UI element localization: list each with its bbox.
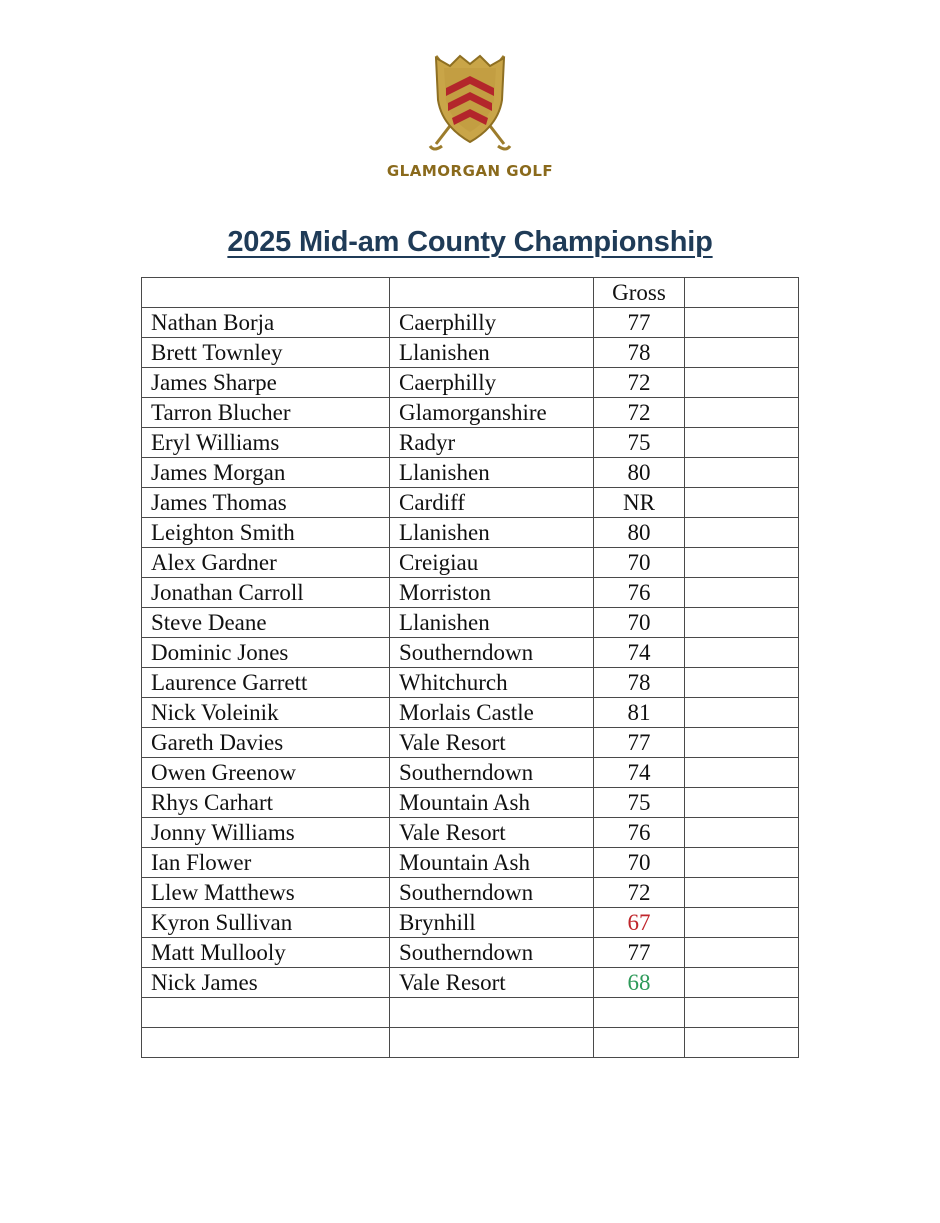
gross-score-cell: [594, 1028, 685, 1058]
player-name-cell: Jonathan Carroll: [142, 578, 390, 608]
club-name-cell: Morriston: [390, 578, 594, 608]
empty-cell: [685, 878, 799, 908]
header-cell-gross: Gross: [594, 278, 685, 308]
empty-cell: [685, 428, 799, 458]
club-name-cell: Southerndown: [390, 638, 594, 668]
table-row: [142, 638, 799, 668]
player-name-cell: [142, 1028, 390, 1058]
player-name-cell: Kyron Sullivan: [142, 908, 390, 938]
empty-cell: [685, 608, 799, 638]
club-name-cell: Mountain Ash: [390, 788, 594, 818]
table-row: [142, 938, 799, 968]
table-row: [142, 608, 799, 638]
club-name-cell: [390, 998, 594, 1028]
player-name-cell: Brett Townley: [142, 338, 390, 368]
gross-score-cell: 74: [594, 638, 685, 668]
player-name-cell: [142, 998, 390, 1028]
gross-score-cell: 80: [594, 458, 685, 488]
club-name-cell: [390, 1028, 594, 1058]
empty-cell: [685, 638, 799, 668]
table-row: [142, 758, 799, 788]
club-name-cell: Caerphilly: [390, 308, 594, 338]
club-name-cell: Radyr: [390, 428, 594, 458]
gross-score-cell: 68: [594, 968, 685, 998]
empty-cell: [685, 578, 799, 608]
gross-score-cell: 70: [594, 608, 685, 638]
table-row: [142, 308, 799, 338]
empty-cell: [685, 818, 799, 848]
club-name-cell: Vale Resort: [390, 728, 594, 758]
results-table: [141, 277, 799, 1058]
club-name-cell: Mountain Ash: [390, 848, 594, 878]
player-name-cell: Owen Greenow: [142, 758, 390, 788]
empty-cell: [685, 758, 799, 788]
table-row: [142, 578, 799, 608]
table-row: [142, 368, 799, 398]
player-name-cell: Ian Flower: [142, 848, 390, 878]
gross-score-cell: 76: [594, 818, 685, 848]
empty-cell: [685, 1028, 799, 1058]
table-row: [142, 788, 799, 818]
club-name-cell: Glamorganshire: [390, 398, 594, 428]
empty-cell: [685, 938, 799, 968]
player-name-cell: Matt Mullooly: [142, 938, 390, 968]
player-name-cell: Nathan Borja: [142, 308, 390, 338]
table-row: [142, 458, 799, 488]
logo-text: GLAMORGAN GOLF: [386, 162, 554, 180]
player-name-cell: James Thomas: [142, 488, 390, 518]
club-name-cell: Vale Resort: [390, 968, 594, 998]
table-row: [142, 968, 799, 998]
club-name-cell: Llanishen: [390, 338, 594, 368]
empty-cell: [685, 488, 799, 518]
player-name-cell: Eryl Williams: [142, 428, 390, 458]
club-name-cell: Llanishen: [390, 608, 594, 638]
table-row: [142, 548, 799, 578]
table-row: [142, 488, 799, 518]
gross-score-cell: 74: [594, 758, 685, 788]
gross-score-cell: 70: [594, 548, 685, 578]
gross-score-cell: 78: [594, 668, 685, 698]
player-name-cell: Alex Gardner: [142, 548, 390, 578]
header-cell-extra: [685, 278, 799, 308]
club-name-cell: Cardiff: [390, 488, 594, 518]
club-name-cell: Whitchurch: [390, 668, 594, 698]
gross-score-cell: 77: [594, 728, 685, 758]
glamorgan-golf-logo: [380, 48, 560, 188]
club-name-cell: Vale Resort: [390, 818, 594, 848]
gross-score-cell: 72: [594, 878, 685, 908]
empty-cell: [685, 458, 799, 488]
empty-cell: [685, 338, 799, 368]
table-row: [142, 428, 799, 458]
club-name-cell: Llanishen: [390, 518, 594, 548]
player-name-cell: Laurence Garrett: [142, 668, 390, 698]
gross-score-cell: 80: [594, 518, 685, 548]
empty-cell: [685, 368, 799, 398]
empty-cell: [685, 998, 799, 1028]
club-name-cell: Caerphilly: [390, 368, 594, 398]
shield-crest-icon: [426, 48, 514, 156]
empty-cell: [685, 518, 799, 548]
gross-score-cell: 81: [594, 698, 685, 728]
empty-cell: [685, 968, 799, 998]
player-name-cell: Rhys Carhart: [142, 788, 390, 818]
gross-score-cell: NR: [594, 488, 685, 518]
table-row: [142, 338, 799, 368]
player-name-cell: Tarron Blucher: [142, 398, 390, 428]
table-row: [142, 878, 799, 908]
table-row: [142, 908, 799, 938]
player-name-cell: James Morgan: [142, 458, 390, 488]
gross-score-cell: 78: [594, 338, 685, 368]
player-name-cell: Leighton Smith: [142, 518, 390, 548]
empty-cell: [685, 788, 799, 818]
club-name-cell: Llanishen: [390, 458, 594, 488]
gross-score-cell: 70: [594, 848, 685, 878]
table-row: [142, 1028, 799, 1058]
player-name-cell: Llew Matthews: [142, 878, 390, 908]
club-name-cell: Brynhill: [390, 908, 594, 938]
club-name-cell: Southerndown: [390, 938, 594, 968]
gross-score-cell: 77: [594, 938, 685, 968]
empty-cell: [685, 698, 799, 728]
header-cell-club: [390, 278, 594, 308]
table-row: [142, 518, 799, 548]
gross-score-cell: 76: [594, 578, 685, 608]
club-name-cell: Creigiau: [390, 548, 594, 578]
player-name-cell: James Sharpe: [142, 368, 390, 398]
empty-cell: [685, 548, 799, 578]
table-row: [142, 848, 799, 878]
table-row: [142, 668, 799, 698]
gross-score-cell: 67: [594, 908, 685, 938]
page-title: 2025 Mid-am County Championship: [227, 226, 713, 258]
player-name-cell: Nick Voleinik: [142, 698, 390, 728]
gross-score-cell: 72: [594, 368, 685, 398]
header-cell-name: [142, 278, 390, 308]
table-row: [142, 398, 799, 428]
gross-score-cell: 75: [594, 428, 685, 458]
club-name-cell: Southerndown: [390, 758, 594, 788]
player-name-cell: Jonny Williams: [142, 818, 390, 848]
gross-score-cell: 75: [594, 788, 685, 818]
empty-cell: [685, 728, 799, 758]
empty-cell: [685, 908, 799, 938]
player-name-cell: Nick James: [142, 968, 390, 998]
table-header-row: [142, 278, 799, 308]
player-name-cell: Steve Deane: [142, 608, 390, 638]
empty-cell: [685, 668, 799, 698]
gross-score-cell: 72: [594, 398, 685, 428]
club-name-cell: Southerndown: [390, 878, 594, 908]
table-row: [142, 818, 799, 848]
empty-cell: [685, 848, 799, 878]
player-name-cell: Dominic Jones: [142, 638, 390, 668]
gross-score-cell: 77: [594, 308, 685, 338]
table-row: [142, 998, 799, 1028]
empty-cell: [685, 398, 799, 428]
club-name-cell: Morlais Castle: [390, 698, 594, 728]
gross-score-cell: [594, 998, 685, 1028]
empty-cell: [685, 308, 799, 338]
player-name-cell: Gareth Davies: [142, 728, 390, 758]
table-row: [142, 728, 799, 758]
table-row: [142, 698, 799, 728]
